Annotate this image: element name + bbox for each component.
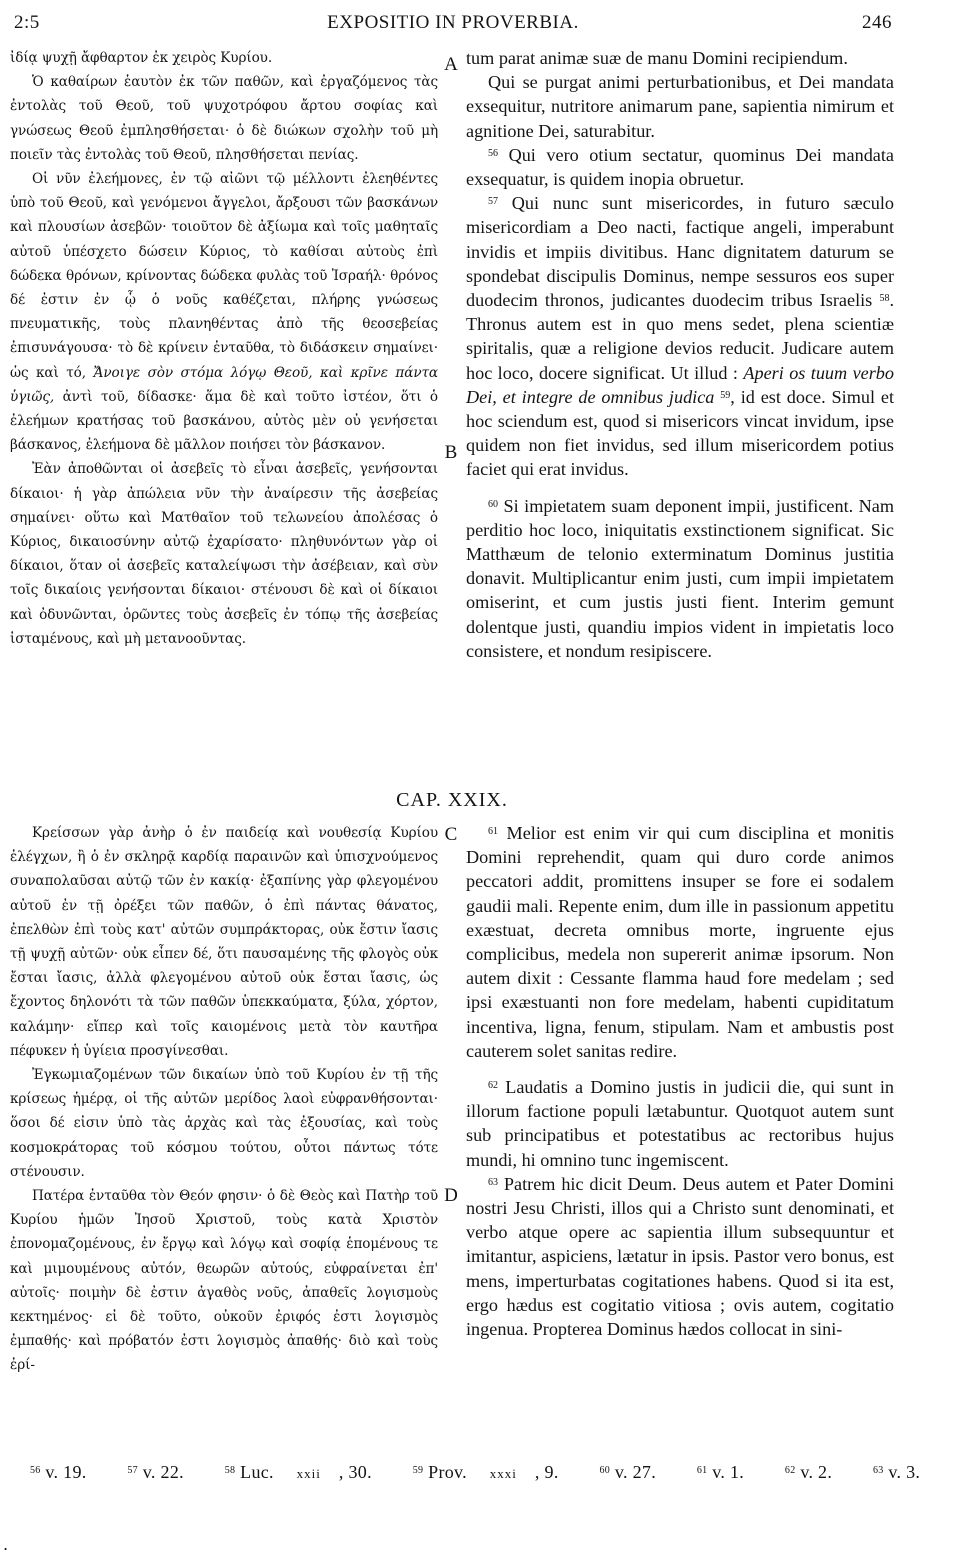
page-number-right: 246 bbox=[862, 12, 892, 33]
verse-number: 60 bbox=[488, 498, 498, 510]
verse-number: 62 bbox=[488, 1080, 498, 1092]
latin-paragraph: $^{57}$ Qui nunc sunt misericordes, in futuro sæculo misericordiam a Deo nacti, factique angeli, imperabunt invidis et impiis divitibus. Hanc dignitatem daturum se spondebat discipulis Dominus, nempe sessuros eos super duodecim thronos, judicantes duodecim tribus Israelis $^{58}$. Thronus autem est in quo mens sedet, plena scientiæ spiritalis, quæ a religione devios reducit. Judicare autem hoc loco, docere significat. Ut illud : Aperi os tuum verbo Dei, et integre de omnibus judica $^{59}$, id est doce. Simul et hoc sciendum est, quod si misericors vincat invidum, ipse quidem non fiet invidus, sed illum misericordem potius faciet qui erat invidus. bbox=[466, 193, 894, 480]
margin-letter-c: C bbox=[444, 824, 458, 845]
footnote: $^{59}$ Prov. xxxi , 9. bbox=[412, 1462, 559, 1482]
latin-paragraph: Qui se purgat animi perturbationibus, et Dei mandata exsequitur, nutritore animarum pane, sapientia nimirum et agnitione Dei, saturabitur. bbox=[466, 72, 894, 141]
greek-column-top bbox=[10, 46, 438, 651]
latin-paragraph: $^{56}$ Qui vero otium sectatur, quominus Dei mandata exsequatur, is quidem inopia obruetur. bbox=[466, 144, 894, 190]
footnote: $^{60}$ v. 27. bbox=[599, 1462, 656, 1482]
greek-paragraph: Ὁ καθαίρων ἑαυτὸν ἐκ τῶν παθῶν, καὶ ἐργαζόμενος τὰς ἐντολὰς τοῦ Θεοῦ, τοῦ ψυχοτρόφου ἄρτου σοφίας καὶ γνώσεως Θεοῦ ἐμπλησθήσεται· ὁ δὲ διώκων σχολὴν τοῦ μὴ ποιεῖν τὰς ἐντολὰς τοῦ Θεοῦ, πλησθήσεται πενίας. bbox=[10, 74, 438, 163]
greek-paragraph: Ἐγκωμιαζομένων τῶν δικαίων ὑπὸ τοῦ Κυρίου ἐν τῇ τῆς κρίσεως ἡμέρᾳ, οἱ τῆς αὐτῶν μερίδος λαοὶ εὐφρανθήσονται· ὅσοι δέ εἰσιν ὑπὸ τὰς ἀρχὰς καὶ τὰς ἐξουσίας, καὶ τοὺς κοσμοκράτορας τοῦ κόσμου τούτου, οὗτοι πάντως τότε στένουσιν. bbox=[10, 1067, 438, 1180]
footnote: $^{58}$ Luc. xxii , 30. bbox=[224, 1462, 372, 1482]
margin-letter-d: D bbox=[444, 1185, 458, 1206]
verse-number: 63 bbox=[488, 1176, 498, 1188]
latin-quotation: Aperi os tuum verbo Dei, et integre de omnibus judica bbox=[466, 362, 894, 407]
footnote: $^{56}$ v. 19. bbox=[30, 1462, 87, 1482]
footnote: $^{61}$ v. 1. bbox=[696, 1462, 745, 1482]
greek-quotation: Ἄνοιγε σὸν στόμα λόγῳ Θεοῦ, καὶ κρῖνε πάντα ὑγιῶς, bbox=[10, 364, 438, 405]
verse-number: 56 bbox=[488, 147, 498, 159]
greek-paragraph: Κρείσσων γὰρ ἀνὴρ ὁ ἐν παιδείᾳ καὶ νουθεσίᾳ Κυρίου ἐλέγχων, ἢ ὁ ἐν σκληρᾷ καρδίᾳ παραινῶν καὶ ὑπισχνούμενος συναπολαῦσαι αὐτῷ τῶν ἐν κακίᾳ· ἐξαπίνης γὰρ φλεγομένου αὐτοῦ ἐν τῇ ὀρέξει τῶν παθῶν, ὁ ἐπὶ πάντας θάνατος, ἐπελθὼν ἐπὶ τοὺς κατ' αὐτῶν συμπράκτορας, οὐκ ἔστιν ἴασις τῇ ψυχῇ αὐτῶν· οὐκ εἶπεν δέ, ὅτι παυσαμένης τῆς φλογὸς οὐκ ἔσται ἴασις, ἀλλὰ φλεγομένου αὐτοῦ οὐκ ἔσται ἴασις, ὡς ἔχοντος δηλονότι τὰ τῶν παθῶν ὑπεκκαύματα, ξύλα, χόρτον, καλάμην· εἴπερ καὶ τοῖς καιομένοις μετὰ τὸν καυτῆρα πέφυκεν ἡ ὑγίεια προσγίνεσθαι. bbox=[10, 825, 438, 1059]
footnote: $^{63}$ v. 3. bbox=[872, 1462, 921, 1482]
greek-paragraph: Οἱ νῦν ἐλεήμονες, ἐν τῷ αἰῶνι τῷ μέλλοντι ἐλεηθέντες ὑπὸ τοῦ Θεοῦ, καὶ γενόμενοι ἄγγελοι, ἄρξουσι τῶν βασκάνων καὶ πλουσίων ἀσεβῶν· τοιοῦτον δὲ ἀξίωμα καὶ τοῖς μαθηταῖς αὐτοῦ ὑπέσχετο δώσειν Κύριος, τὸ καθίσαι αὐτοὺς ἐπὶ δώδεκα θρόνων, κρίνοντας δώδεκα φυλὰς τοῦ Ἰσραήλ· θρόνος δέ ἐστιν ἐν ᾧ ὁ νοῦς καθέζεται, πλήρης γνώσεως πνευματικῆς, τοὺς πλανηθέντας ἀπὸ τῆς θεοσεβείας ἐπισυνάγουσα· τὸ δὲ κρίνειν ἐνταῦθα, τὸ διδάσκειν σημαίνει· ὡς καὶ τό, Ἄνοιγε σὸν στόμα λόγῳ Θεοῦ, καὶ κρῖνε πάντα ὑγιῶς, ἀντὶ τοῦ, δίδασκε· ἅμα δὲ καὶ τοῦτο ἰστέον, ὅτι ὁ ἐλεήμων κρατήσας τοῦ βασκάνου, αὐτὸς μὲν οὐ γενήσεται βάσκανος, ἐλεήμονα δὲ μᾶλλον ποιήσει τὸν βάσκανον. bbox=[10, 171, 438, 454]
verse-number: 57 bbox=[488, 196, 498, 208]
margin-letter-a: A bbox=[444, 54, 458, 75]
greek-paragraph: Ἐὰν ἀποθῶνται οἱ ἀσεβεῖς τὸ εἶναι ἀσεβεῖς, γενήσονται δίκαιοι· ἡ γὰρ ἀπώλεια νῦν τὴν ἀναίρεσιν τῆς ἀσεβείας σημαίνει· οὕτω καὶ Ματθαῖον τοῦ τελωνείου ἀπολέσας ὁ Κύριος, δικαιοσύνην αὐτῷ ἐχαρίσατο· πληθυνόντων γὰρ οἱ δίκαιοι, ὅταν οἱ ἀσεβεῖς καταλείψωσι τὴν ἀσέβειαν, καὶ σὺν τοῖς δικαίοις γενήσονται δίκαιοι· στένουσι δὲ καὶ οἱ δίκαιοι καὶ ὀδυνῶνται, ὁρῶντες τοὺς ἀσεβεῖς ἐν τόπῳ τῆς ἀσεβείας ἱσταμένους, καὶ μὴ μετανοοῦντας. bbox=[10, 461, 438, 647]
running-header bbox=[14, 12, 892, 42]
verse-number: 61 bbox=[488, 826, 498, 837]
latin-paragraph: $^{60}$ Si impietatem suam deponent impii, justificent. Nam perditio hoc loco, iniquitatis exstinctionem significat. Sic Matthæum de telonio exterminatum Dominus justitia donavit. Multiplicantur enim justi, cum impii impietatem omiserint, et cum justis justi fient. Interim gemunt dolentque justi, quandiu impios vident in impietatis loco consistere, et nondum resipiscere. bbox=[466, 495, 894, 661]
latin-paragraph: $^{63}$ Patrem hic dicit Deum. Deus autem et Pater Domini nostri Jesu Christi, illos qui a Christo sunt denominati, et verbo atque opere ac sapientia illum subsequuntur et imitantur, aspiciens, lætatur in ipsis. Pastor vero bonus, est mens, imperturbatas cogitationes habens. Quod si ita est, ergo hædus est cogitatio vitiosa ; ovis autem, cogitatio ingenua. Propterea Dominus hædos collocat in sini- bbox=[466, 1173, 895, 1340]
greek-column-bottom bbox=[10, 821, 438, 1378]
margin-letter-b: B bbox=[444, 442, 458, 463]
stray-mark: . bbox=[3, 1535, 9, 1554]
footnote-ref: 58 bbox=[879, 293, 890, 305]
latin-paragraph: $^{62}$ Laudatis a Domino justis in judicii die, qui sunt in illorum factione populi lætabuntur. Quotquot autem sunt sub principatibus et potestatibus ac rectoribus hujus mundi, hi omnino tunc ingemiscent. bbox=[466, 1077, 894, 1170]
latin-paragraph: $^{61}$ Melior est enim vir qui cum disciplina et monitis Domini reprehendit, quam qui duro corde animos peccatori addit, promittens insuper se fore ei sodalem gaudii mali. Repente enim, dum ille in passionum appetitu exæstuat, decreta omnibus morte, ingruente ejus complicibus, medela non supererit animæ ipsorum. Non autem dixit : Cessante flamma haud fore medelam ; sed ipsi exæstuanti non fore medelam, habenti cupiditatum incentiva, ligna, fenum, stipulam. Nam et ambustis post cauterem solet sanitas redire. bbox=[466, 823, 894, 1061]
latin-column-top bbox=[466, 46, 894, 663]
latin-column-bottom bbox=[466, 821, 894, 1341]
footnotes bbox=[30, 1462, 921, 1483]
page-number-left: 2:5 bbox=[14, 12, 40, 33]
running-title: EXPOSITIO IN PROVERBIA. bbox=[327, 12, 579, 33]
footnote: $^{57}$ v. 22. bbox=[127, 1462, 184, 1482]
greek-paragraph: ἰδίᾳ ψυχῇ ἄφθαρτον ἐκ χειρὸς Κυρίου. bbox=[10, 50, 273, 66]
greek-paragraph: Πατέρα ἐνταῦθα τὸν Θεόν φησιν· ὁ δὲ Θεὸς καὶ Πατὴρ τοῦ Κυρίου ἡμῶν Ἰησοῦ Χριστοῦ, τοὺς κατὰ Χριστὸν ἐπονομαζομένους, ἐν ἔργῳ καὶ λόγῳ καὶ σοφίᾳ ἑπομένους τε καὶ μιμουμένους αὐτόν, θεωρῶν αὐτούς, εὐφραίνεται ἐπ' αὐτοῖς· ποιμὴν δὲ ἐστιν ἀγαθὸς νοῦς, ἀπαθεῖς λογισμοὺς κεκτημένος· εἰ δὲ τοῦτο, οὐκοῦν ἐριφός ἐστι λογισμὸς ἐμπαθής· καὶ πρόβατόν ἐστι λογισμὸς ἀπαθής· διὸ καὶ τοὺς ἐρί- bbox=[10, 1188, 438, 1374]
latin-paragraph: tum parat animæ suæ de manu Domini recipiendum. bbox=[466, 48, 848, 68]
footnote: $^{62}$ v. 2. bbox=[784, 1462, 833, 1482]
footnote-ref: 59 bbox=[720, 389, 731, 401]
chapter-heading: CAP. XXIX. bbox=[396, 789, 508, 811]
